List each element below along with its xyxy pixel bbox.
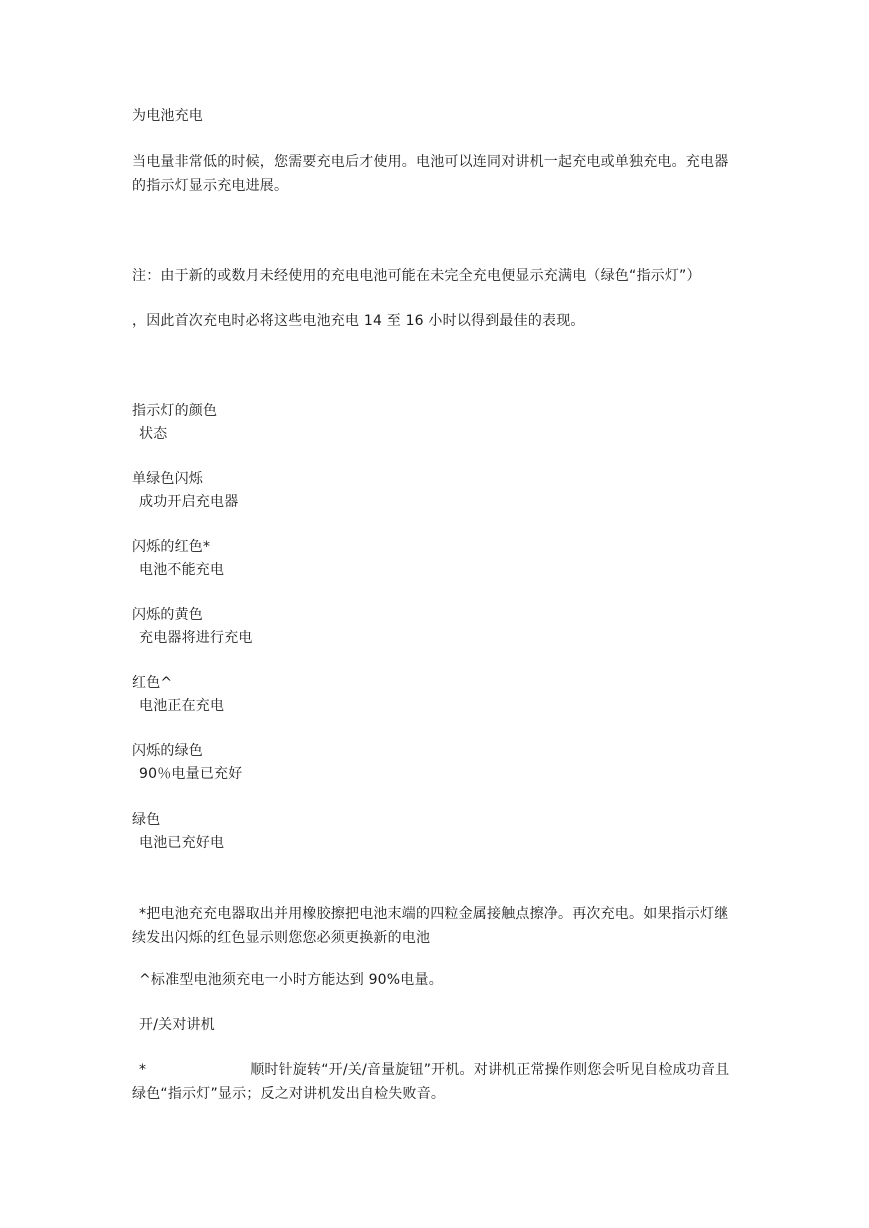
indicator-status-header: 状态 (139, 426, 168, 442)
power-text: 顺时针旋转“开/关/音量旋钮”开机。对讲机正常操作则您会听见自检成功音且绿色“指示灯”显示；反之对讲机发出自检失败音。 (132, 1062, 730, 1102)
indicator-status: 成功开启充电器 (139, 494, 239, 510)
indicator-color-header: 指示灯的颜色 (132, 403, 218, 419)
indicator-color: 闪烁的红色* (132, 539, 211, 555)
indicator-status: 充电器将进行充电 (139, 630, 253, 646)
indicator-color: 单绿色闪烁 (132, 471, 203, 487)
intro-paragraph: 当电量非常低的时候，您需要充电后才使用。电池可以连同对讲机一起充电或单独充电。充电器的指示灯显示充电进展。 (132, 154, 729, 194)
power-bullet: * (139, 1062, 147, 1078)
indicator-color: 绿色 (132, 812, 161, 828)
indicator-status: 90％电量已充好 (139, 766, 243, 782)
indicator-status: 电池正在充电 (139, 698, 225, 714)
note-line-1: 注：由于新的或数月未经使用的充电电池可能在未完全充电便显示充满电（绿色“指示灯”） (132, 268, 701, 284)
indicator-status: 电池已充好电 (139, 835, 225, 851)
indicator-color: 闪烁的绿色 (132, 743, 203, 759)
section-title: 为电池充电 (132, 108, 203, 124)
footnote-caret: ^标准型电池须充电一小时方能达到 90%电量。 (139, 972, 443, 988)
indicator-status: 电池不能充电 (139, 562, 225, 578)
indicator-color: 闪烁的黄色 (132, 607, 203, 623)
power-heading: 开/关对讲机 (139, 1017, 215, 1033)
note-line-2: ，因此首次充电时必将这些电池充电 14 至 16 小时以得到最佳的表现。 (132, 313, 585, 329)
footnote-star: *把电池充充电器取出并用橡胶擦把电池末端的四粒金属接触点擦净。再次充电。如果指示灯继续发出闪烁的红色显示则您您必须更换新的电池 (132, 906, 729, 946)
indicator-color: 红色^ (132, 675, 173, 691)
power-paragraph (132, 1058, 742, 1106)
